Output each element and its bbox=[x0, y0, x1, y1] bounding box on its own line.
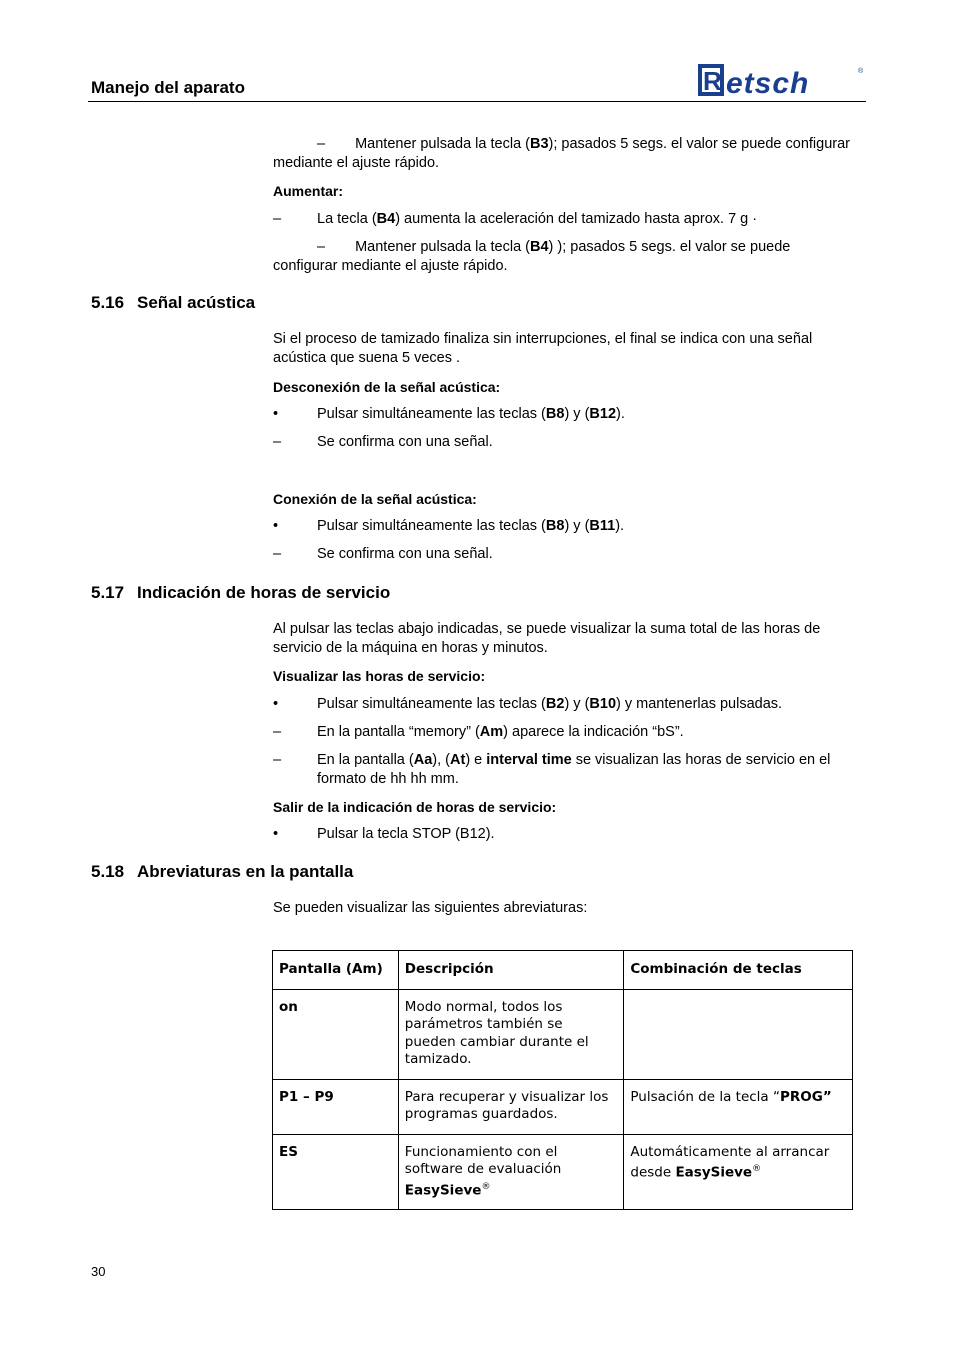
subheading: Conexión de la señal acústica: bbox=[273, 491, 477, 507]
section-heading-5-18: 5.18 Abreviaturas en la pantalla bbox=[91, 862, 354, 881]
svg-text:etsch: etsch bbox=[726, 67, 810, 99]
list-item: – Mantener pulsada la tecla (B4) ); pasados 5 segs. el valor se puede configurar mediante el ajuste rápido. bbox=[273, 239, 791, 274]
table-header-row bbox=[273, 951, 853, 990]
table-row bbox=[273, 1134, 853, 1209]
abbr-code: ES bbox=[273, 1134, 399, 1209]
column-header: Pantalla (Am) bbox=[273, 951, 399, 990]
aumentar-label: Aumentar: bbox=[273, 183, 344, 199]
abbr-keys bbox=[624, 989, 853, 1079]
abbreviations-table bbox=[272, 950, 853, 1210]
abbr-description: Modo normal, todos los parámetros también se pueden cambiar durante el tamizado. bbox=[398, 989, 624, 1079]
table-row bbox=[273, 1079, 853, 1134]
abbr-description: Funcionamiento con el software de evaluación EasySieve® bbox=[398, 1134, 624, 1209]
header-rule bbox=[88, 101, 866, 102]
subheading: Desconexión de la señal acústica: bbox=[273, 379, 501, 395]
column-header: Descripción bbox=[398, 951, 624, 990]
column-header: Combinación de teclas bbox=[624, 951, 853, 990]
subheading: Visualizar las horas de servicio: bbox=[273, 668, 486, 684]
abbr-keys: Pulsación de la tecla “PROG” bbox=[624, 1079, 853, 1134]
running-header-title: Manejo del aparato bbox=[91, 78, 245, 97]
abbr-code: P1 – P9 bbox=[273, 1079, 399, 1134]
abbr-description: Para recuperar y visualizar los programas guardados. bbox=[398, 1079, 624, 1134]
page-number: 30 bbox=[91, 1264, 106, 1279]
abbr-code: on bbox=[273, 989, 399, 1079]
section-heading-5-17: 5.17 Indicación de horas de servicio bbox=[91, 583, 391, 602]
section-heading-5-16: 5.16 Señal acústica bbox=[91, 293, 256, 312]
section-intro: Se pueden visualizar las siguientes abreviaturas: bbox=[273, 900, 588, 916]
svg-text:®: ® bbox=[858, 68, 864, 75]
subheading: Salir de la indicación de horas de servicio: bbox=[273, 799, 557, 815]
table-row bbox=[273, 989, 853, 1079]
section-intro: Si el proceso de tamizado finaliza sin interrupciones, el final se indica con una señal acústica que suena 5 veces . bbox=[273, 331, 813, 366]
svg-text:R: R bbox=[703, 66, 722, 96]
abbr-keys: Automáticamente al arrancar desde EasySieve® bbox=[624, 1134, 853, 1209]
retsch-logo bbox=[697, 63, 867, 99]
section-intro: Al pulsar las teclas abajo indicadas, se puede visualizar la suma total de las horas de servicio de la máquina en horas y minutos. bbox=[273, 621, 821, 656]
list-item: – Mantener pulsada la tecla (B3); pasados 5 segs. el valor se puede configurar mediante el ajuste rápido. bbox=[273, 136, 850, 171]
